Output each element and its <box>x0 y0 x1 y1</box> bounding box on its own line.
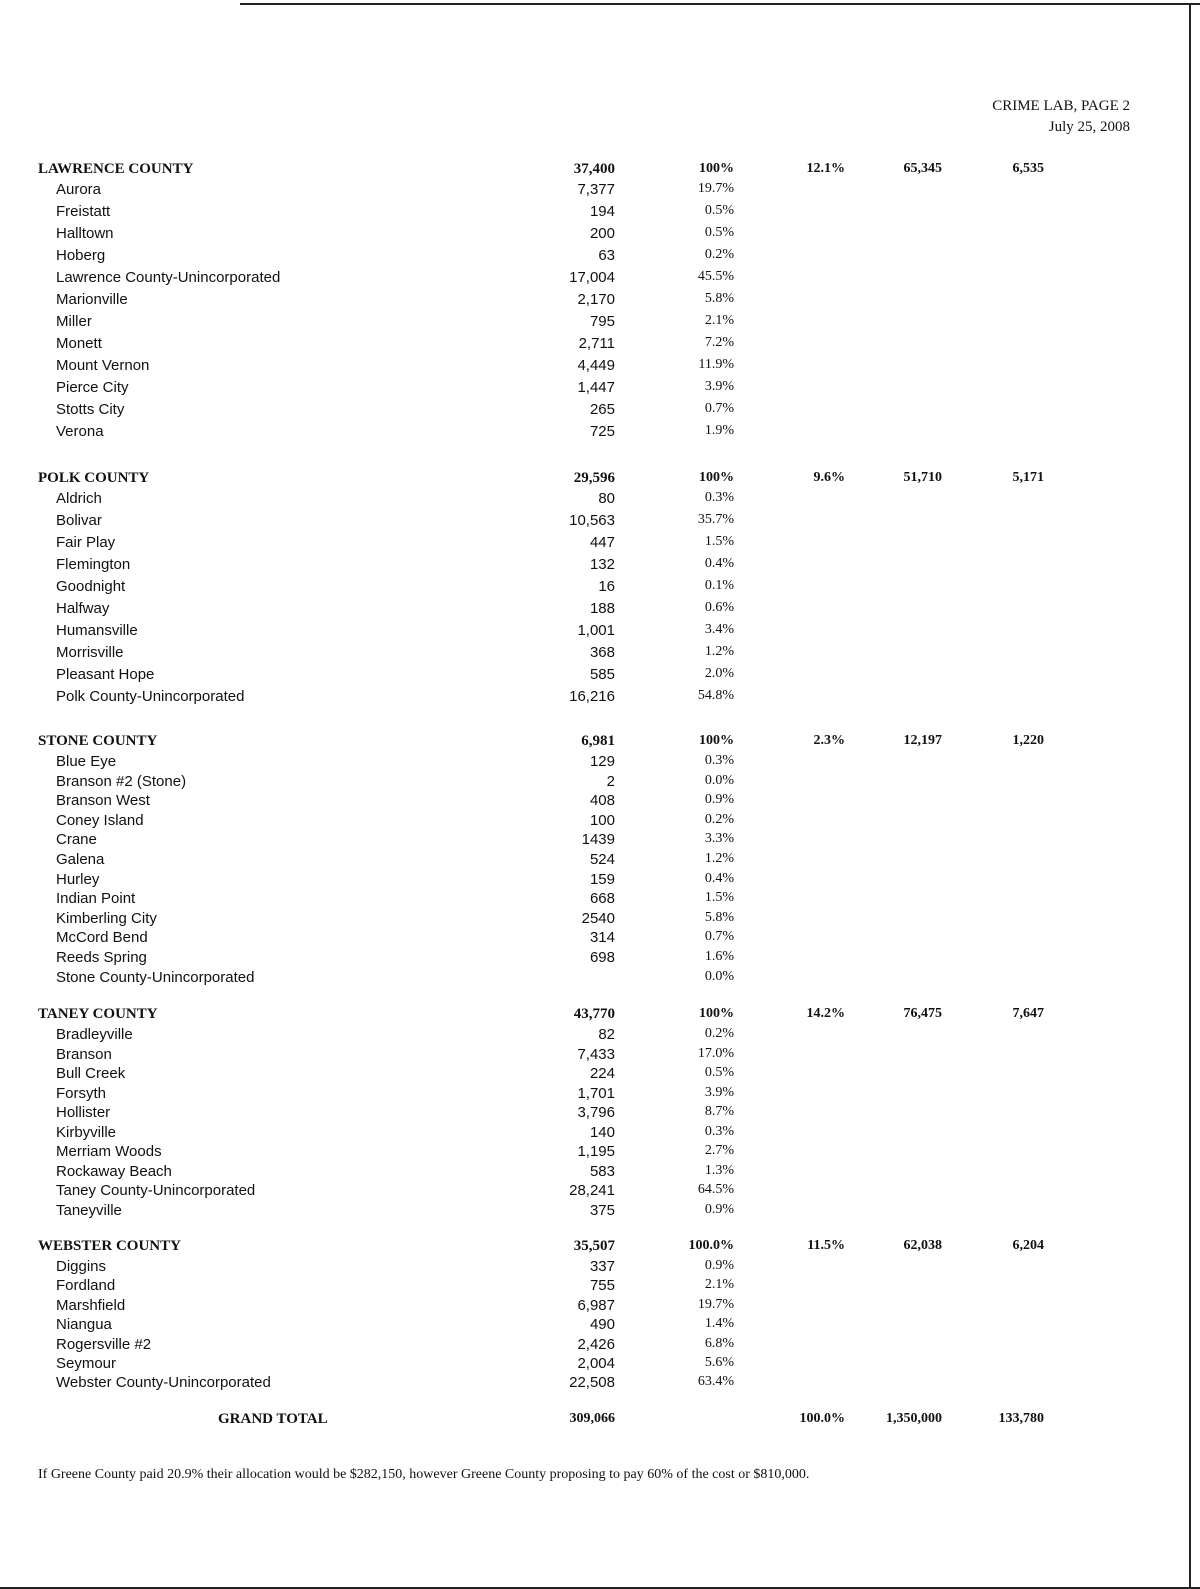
city-row <box>0 225 1200 247</box>
city-name: Coney Island <box>56 811 144 829</box>
city-percent: 0.2% <box>704 247 734 262</box>
county-ten-percent: 6,204 <box>1012 1238 1044 1253</box>
county-row <box>0 161 1200 183</box>
city-percent: 5.8% <box>704 291 734 306</box>
city-population: 583 <box>589 1162 615 1180</box>
county-row <box>0 470 1200 492</box>
city-population: 795 <box>589 313 615 330</box>
city-population: 755 <box>589 1277 615 1295</box>
city-population: 1,001 <box>577 622 615 639</box>
city-name: Miller <box>56 313 92 330</box>
city-name: Freistatt <box>56 203 111 220</box>
city-population: 10,563 <box>569 512 615 529</box>
city-population: 7,433 <box>577 1045 615 1063</box>
city-population: 140 <box>589 1123 615 1141</box>
city-row <box>0 423 1200 445</box>
city-name: Mount Vernon <box>56 357 150 374</box>
city-population: 447 <box>589 534 615 551</box>
city-name: Lawrence County-Unincorporated <box>56 269 281 286</box>
footnote: If Greene County paid 20.9% their allocation would be $282,150, however Greene County proposing to pay 60% of the cost or $810,000. <box>38 1467 810 1482</box>
city-population: 3,796 <box>577 1104 615 1121</box>
city-population: 129 <box>589 753 615 770</box>
city-percent: 0.4% <box>704 870 734 886</box>
city-name: Seymour <box>56 1355 117 1372</box>
city-name: Niangua <box>56 1316 112 1334</box>
city-row <box>0 291 1200 313</box>
city-name: Reeds Spring <box>56 949 147 966</box>
city-row <box>0 1202 1200 1224</box>
city-percent: 1.2% <box>704 851 734 866</box>
city-percent: 0.4% <box>704 556 734 571</box>
county-percent: 100% <box>699 470 734 485</box>
city-percent: 0.6% <box>704 600 734 615</box>
city-population: 1,447 <box>577 379 615 396</box>
city-name: Rockaway Beach <box>56 1162 172 1180</box>
city-percent: 0.0% <box>704 772 734 788</box>
county-share: 14.2% <box>806 1006 845 1021</box>
city-row <box>0 357 1200 379</box>
city-row <box>0 600 1200 622</box>
city-name: Bull Creek <box>56 1065 126 1082</box>
city-row <box>0 512 1200 534</box>
city-name: Bolivar <box>56 512 102 529</box>
city-name: McCord Bend <box>56 929 148 947</box>
city-percent: 19.7% <box>697 181 734 196</box>
county-percent: 100% <box>699 733 734 748</box>
city-row <box>0 688 1200 710</box>
county-population: 43,770 <box>573 1006 615 1022</box>
city-percent: 2.7% <box>704 1143 734 1158</box>
city-percent: 0.0% <box>704 968 734 984</box>
city-percent: 2.0% <box>704 666 734 681</box>
city-name: Halfway <box>56 600 110 617</box>
city-row <box>0 313 1200 335</box>
city-name: Aldrich <box>56 490 102 507</box>
city-population: 314 <box>589 929 615 947</box>
city-percent: 64.5% <box>697 1182 734 1197</box>
county-population: 37,400 <box>573 161 615 177</box>
city-name: Stotts City <box>56 401 125 418</box>
city-percent: 0.3% <box>704 753 734 768</box>
city-name: Taneyville <box>56 1201 122 1219</box>
county-ten-percent: 6,535 <box>1012 161 1044 176</box>
city-population: 132 <box>589 556 615 573</box>
city-name: Hoberg <box>56 247 106 264</box>
city-percent: 3.9% <box>704 1084 734 1100</box>
city-percent: 1.5% <box>704 534 734 549</box>
city-population: 7,377 <box>577 181 615 198</box>
city-percent: 0.7% <box>704 929 734 945</box>
city-percent: 0.5% <box>704 225 734 240</box>
county-share: 12.1% <box>806 161 845 176</box>
city-population: 490 <box>589 1316 615 1334</box>
city-population: 63 <box>598 247 615 264</box>
city-percent: 1.2% <box>704 644 734 659</box>
county-name: TANEY COUNTY <box>38 1006 158 1022</box>
city-population: 22,508 <box>569 1374 615 1392</box>
city-population: 17,004 <box>569 269 615 286</box>
city-population: 224 <box>589 1065 615 1082</box>
city-population: 28,241 <box>569 1182 615 1199</box>
city-percent: 1.4% <box>704 1316 734 1332</box>
city-percent: 0.2% <box>704 811 734 827</box>
grand-total-ten-percent: 133,780 <box>998 1411 1044 1426</box>
county-ten-percent: 5,171 <box>1012 470 1044 485</box>
city-row <box>0 556 1200 578</box>
city-row <box>0 335 1200 357</box>
page-date: July 25, 2008 <box>1048 119 1130 135</box>
city-name: Branson #2 (Stone) <box>56 772 187 790</box>
county-row <box>0 1238 1200 1260</box>
page-title: CRIME LAB, PAGE 2 <box>992 98 1130 114</box>
city-name: Branson West <box>56 792 150 810</box>
city-percent: 54.8% <box>697 688 734 703</box>
city-population: 1,195 <box>577 1143 615 1160</box>
city-population: 2,711 <box>578 335 615 352</box>
city-row <box>0 401 1200 423</box>
city-population: 6,987 <box>577 1296 615 1314</box>
city-percent: 6.8% <box>704 1335 734 1351</box>
city-name: Bradleyville <box>56 1026 133 1043</box>
city-name: Branson <box>56 1045 112 1063</box>
county-ten-percent: 7,647 <box>1012 1006 1044 1021</box>
county-population: 35,507 <box>573 1238 615 1254</box>
city-row <box>0 578 1200 600</box>
city-population: 668 <box>589 890 615 908</box>
county-row <box>0 1006 1200 1028</box>
city-population: 194 <box>589 203 615 220</box>
city-percent: 0.3% <box>704 1123 734 1139</box>
city-percent: 0.2% <box>704 1026 734 1041</box>
city-name: Morrisville <box>56 644 124 661</box>
grand-total-label: GRAND TOTAL <box>218 1411 328 1427</box>
county-share: 2.3% <box>813 733 845 748</box>
city-population: 159 <box>589 870 615 888</box>
city-row <box>0 181 1200 203</box>
city-name: Marionville <box>56 291 128 308</box>
city-percent: 5.6% <box>704 1355 734 1370</box>
county-allocation: 62,038 <box>903 1238 942 1253</box>
city-percent: 35.7% <box>697 512 734 527</box>
county-name: WEBSTER COUNTY <box>38 1238 181 1254</box>
city-population: 16,216 <box>569 688 615 705</box>
city-name: Verona <box>56 423 104 440</box>
city-row <box>0 969 1200 991</box>
city-population: 2 <box>606 772 615 790</box>
city-row <box>0 247 1200 269</box>
city-population: 188 <box>589 600 615 617</box>
city-row <box>0 534 1200 556</box>
city-row <box>0 666 1200 688</box>
city-percent: 19.7% <box>697 1296 734 1312</box>
city-percent: 3.9% <box>704 379 734 394</box>
city-population: 2,170 <box>577 291 615 308</box>
county-name: STONE COUNTY <box>38 733 158 749</box>
page-border-top <box>240 3 1200 5</box>
city-population: 524 <box>589 851 615 868</box>
county-allocation: 65,345 <box>903 161 942 176</box>
city-percent: 1.5% <box>704 890 734 906</box>
city-population: 80 <box>598 490 615 507</box>
city-percent: 5.8% <box>704 909 734 925</box>
city-name: Polk County-Unincorporated <box>56 688 245 705</box>
city-name: Pleasant Hope <box>56 666 155 683</box>
city-row <box>0 203 1200 225</box>
city-population: 100 <box>589 811 615 829</box>
county-name: LAWRENCE COUNTY <box>38 161 194 177</box>
city-name: Forsyth <box>56 1084 107 1102</box>
city-percent: 7.2% <box>704 335 734 350</box>
city-name: Galena <box>56 851 105 868</box>
grand-total-share: 100.0% <box>799 1411 845 1426</box>
county-allocation: 12,197 <box>903 733 942 748</box>
city-percent: 63.4% <box>697 1374 734 1390</box>
city-name: Kimberling City <box>56 909 157 927</box>
city-name: Fair Play <box>56 534 116 551</box>
city-name: Indian Point <box>56 890 136 908</box>
city-name: Kirbyville <box>56 1123 117 1141</box>
city-name: Taney County-Unincorporated <box>56 1182 256 1199</box>
city-row <box>0 1374 1200 1396</box>
county-allocation: 76,475 <box>903 1006 942 1021</box>
city-percent: 3.3% <box>704 831 734 847</box>
city-population: 200 <box>589 225 615 242</box>
page-header <box>992 96 1130 138</box>
city-population: 1,701 <box>577 1084 615 1102</box>
city-percent: 0.9% <box>704 792 734 808</box>
county-population: 6,981 <box>581 733 615 749</box>
city-percent: 0.1% <box>704 578 734 593</box>
city-population: 725 <box>589 423 615 440</box>
city-percent: 0.9% <box>704 1201 734 1217</box>
county-name: POLK COUNTY <box>38 470 150 486</box>
city-percent: 0.7% <box>704 401 734 416</box>
city-percent: 0.5% <box>704 203 734 218</box>
city-row <box>0 269 1200 291</box>
city-population: 2540 <box>581 909 615 927</box>
grand-total-row <box>0 1411 1200 1433</box>
city-percent: 2.1% <box>704 1277 734 1293</box>
city-population: 698 <box>589 949 615 966</box>
city-name: Pierce City <box>56 379 129 396</box>
city-name: Fordland <box>56 1277 116 1295</box>
city-percent: 1.3% <box>704 1162 734 1178</box>
city-name: Diggins <box>56 1258 107 1275</box>
county-share: 9.6% <box>813 470 845 485</box>
city-name: Halltown <box>56 225 114 242</box>
city-row <box>0 379 1200 401</box>
grand-total-allocation: 1,350,000 <box>886 1411 942 1426</box>
city-population: 408 <box>589 792 615 810</box>
city-row <box>0 644 1200 666</box>
city-name: Merriam Woods <box>56 1143 162 1160</box>
grand-total-population: 309,066 <box>569 1411 615 1426</box>
city-population: 375 <box>589 1201 615 1219</box>
city-name: Humansville <box>56 622 138 639</box>
city-percent: 1.9% <box>704 423 734 438</box>
city-population: 82 <box>598 1026 615 1043</box>
city-population: 2,426 <box>577 1335 615 1353</box>
city-name: Crane <box>56 831 97 849</box>
city-row <box>0 490 1200 512</box>
city-population: 16 <box>598 578 615 595</box>
city-percent: 11.9% <box>698 357 734 372</box>
city-population: 368 <box>589 644 615 661</box>
city-percent: 0.5% <box>704 1065 734 1080</box>
county-percent: 100% <box>699 1006 734 1021</box>
city-percent: 0.9% <box>704 1258 734 1273</box>
county-ten-percent: 1,220 <box>1012 733 1044 748</box>
city-percent: 1.6% <box>704 949 734 964</box>
county-allocation: 51,710 <box>903 470 942 485</box>
city-percent: 17.0% <box>697 1045 734 1061</box>
city-name: Webster County-Unincorporated <box>56 1374 271 1392</box>
city-name: Rogersville #2 <box>56 1335 152 1353</box>
city-percent: 8.7% <box>704 1104 734 1119</box>
county-population: 29,596 <box>573 470 615 486</box>
city-name: Stone County-Unincorporated <box>56 968 255 986</box>
city-population: 4,449 <box>577 357 615 374</box>
county-percent: 100% <box>699 161 734 176</box>
city-population: 1439 <box>581 831 615 849</box>
city-name: Blue Eye <box>56 753 117 770</box>
city-name: Marshfield <box>56 1296 126 1314</box>
city-name: Monett <box>56 335 102 352</box>
county-row <box>0 733 1200 755</box>
city-percent: 2.1% <box>704 313 734 328</box>
city-name: Flemington <box>56 556 131 573</box>
city-population: 265 <box>589 401 615 418</box>
city-percent: 45.5% <box>697 269 734 284</box>
city-population: 585 <box>589 666 615 683</box>
city-population: 337 <box>589 1258 615 1275</box>
city-name: Hollister <box>56 1104 111 1121</box>
city-name: Hurley <box>56 870 100 888</box>
city-percent: 0.3% <box>704 490 734 505</box>
county-share: 11.5% <box>807 1238 845 1253</box>
city-row <box>0 622 1200 644</box>
city-percent: 3.4% <box>704 622 734 637</box>
city-name: Goodnight <box>56 578 126 595</box>
county-percent: 100.0% <box>688 1238 734 1253</box>
city-name: Aurora <box>56 181 102 198</box>
city-population: 2,004 <box>577 1355 615 1372</box>
